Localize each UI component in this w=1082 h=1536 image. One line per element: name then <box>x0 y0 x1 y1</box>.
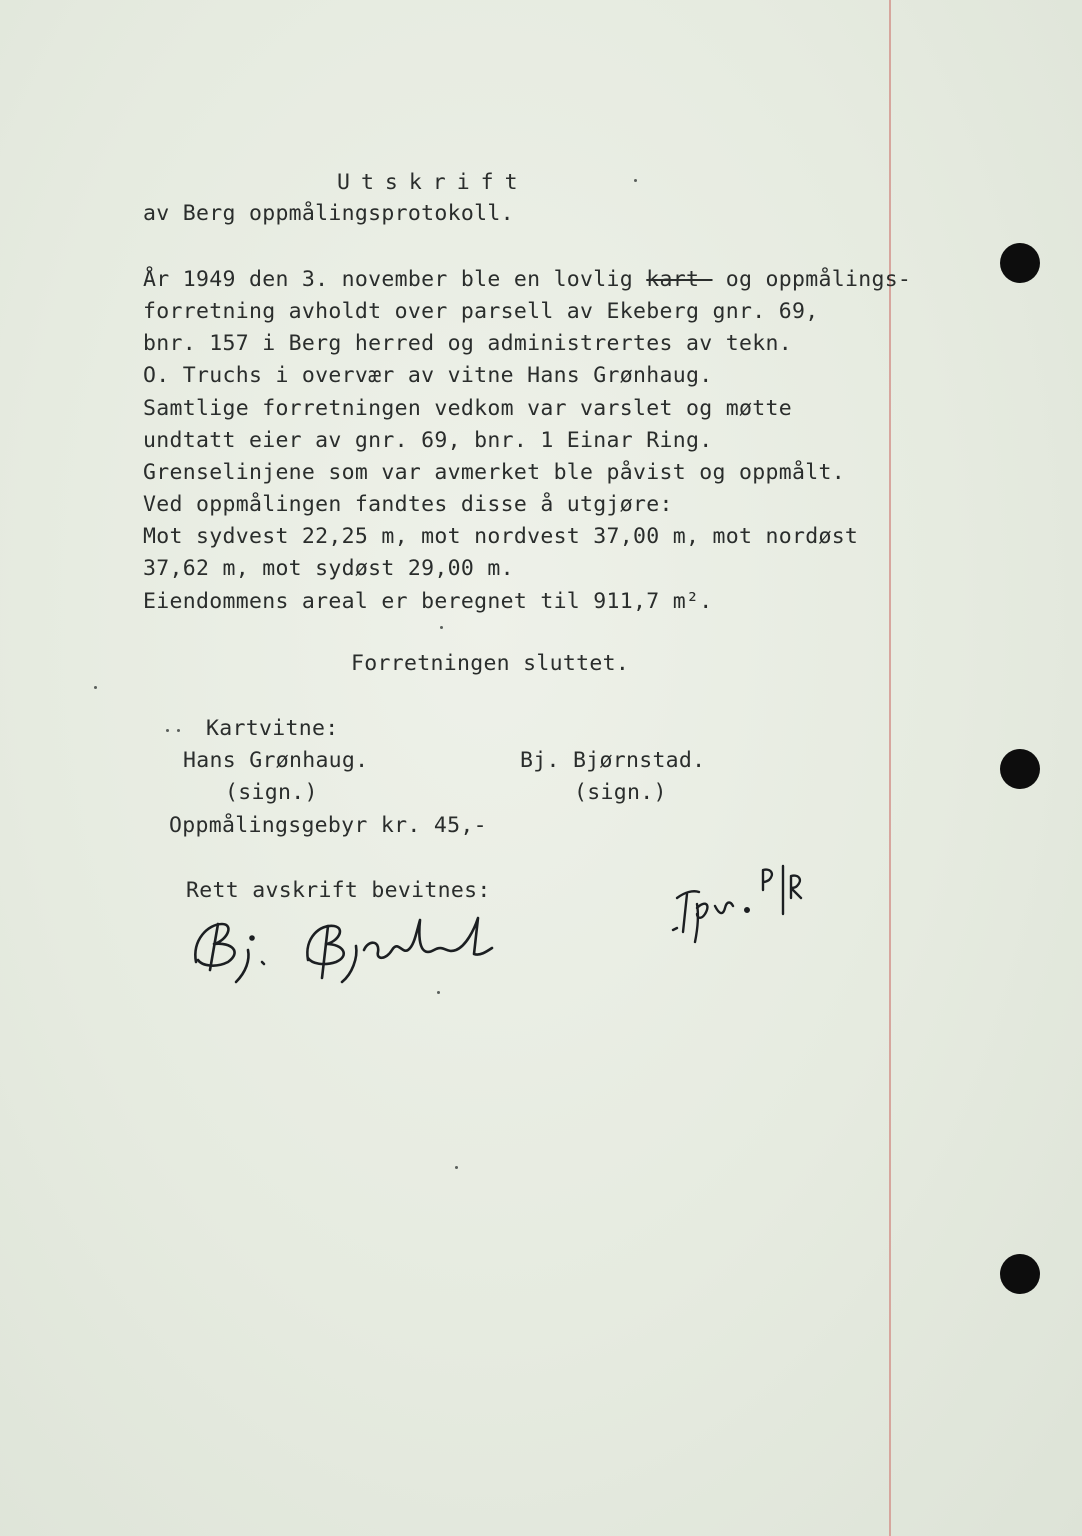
body-line-1-start: År 1949 den 3. november ble en lovlig <box>143 267 647 292</box>
witness-signed: (sign.) <box>225 780 318 805</box>
body-line-5: Samtlige forretningen vedkom var varslet og møtte <box>143 396 792 421</box>
margin-rule <box>889 0 891 1536</box>
ink-speck <box>440 626 443 629</box>
struck-word: kart- <box>646 267 713 292</box>
body-line-8: Ved oppmålingen fandtes disse å utgjøre: <box>143 492 673 517</box>
body-line-6: undtatt eier av gnr. 69, bnr. 1 Einar Ring. <box>143 428 713 453</box>
body-line-1 <box>143 269 911 291</box>
ink-speck <box>94 686 97 689</box>
punch-hole-middle <box>1000 749 1040 789</box>
ink-speck <box>455 1166 458 1169</box>
body-line-11: Eiendommens areal er beregnet til 911,7 m². <box>143 589 713 614</box>
body-line-9: Mot sydvest 22,25 m, mot nordvest 37,00 m, mot nordøst <box>143 524 859 549</box>
closing-line: Forretningen sluttet. <box>351 651 630 676</box>
punch-hole-top <box>1000 243 1040 283</box>
body-line-3: bnr. 157 i Berg herred og administrertes av tekn. <box>143 331 792 356</box>
survey-fee: Oppmålingsgebyr kr. 45,- <box>169 813 487 838</box>
ink-speck <box>437 991 440 994</box>
ink-speck <box>177 729 180 732</box>
ink-speck <box>166 729 169 732</box>
surveyor-name: Bj. Bjørnstad. <box>520 748 706 773</box>
document-subtitle: av Berg oppmålingsprotokoll. <box>143 201 514 226</box>
ink-speck <box>634 179 637 182</box>
attestation-line: Rett avskrift bevitnes: <box>186 878 491 903</box>
document-title: Utskrift <box>337 170 529 195</box>
body-line-2: forretning avholdt over parsell av Ekeberg gnr. 69, <box>143 299 819 324</box>
body-line-7: Grenselinjene som var avmerket ble påvist og oppmålt. <box>143 460 845 485</box>
witness-name: Hans Grønhaug. <box>183 748 369 773</box>
handwritten-signature <box>188 910 498 985</box>
body-line-10: 37,62 m, mot sydøst 29,00 m. <box>143 556 514 581</box>
witness-label: Kartvitne: <box>206 716 339 741</box>
punch-hole-bottom <box>1000 1254 1040 1294</box>
body-line-4: O. Truchs i overvær av vitne Hans Grønhaug. <box>143 363 713 388</box>
body-line-1-end: og oppmålings- <box>712 267 912 292</box>
margin-note-mark <box>665 862 815 947</box>
surveyor-signed: (sign.) <box>574 780 667 805</box>
